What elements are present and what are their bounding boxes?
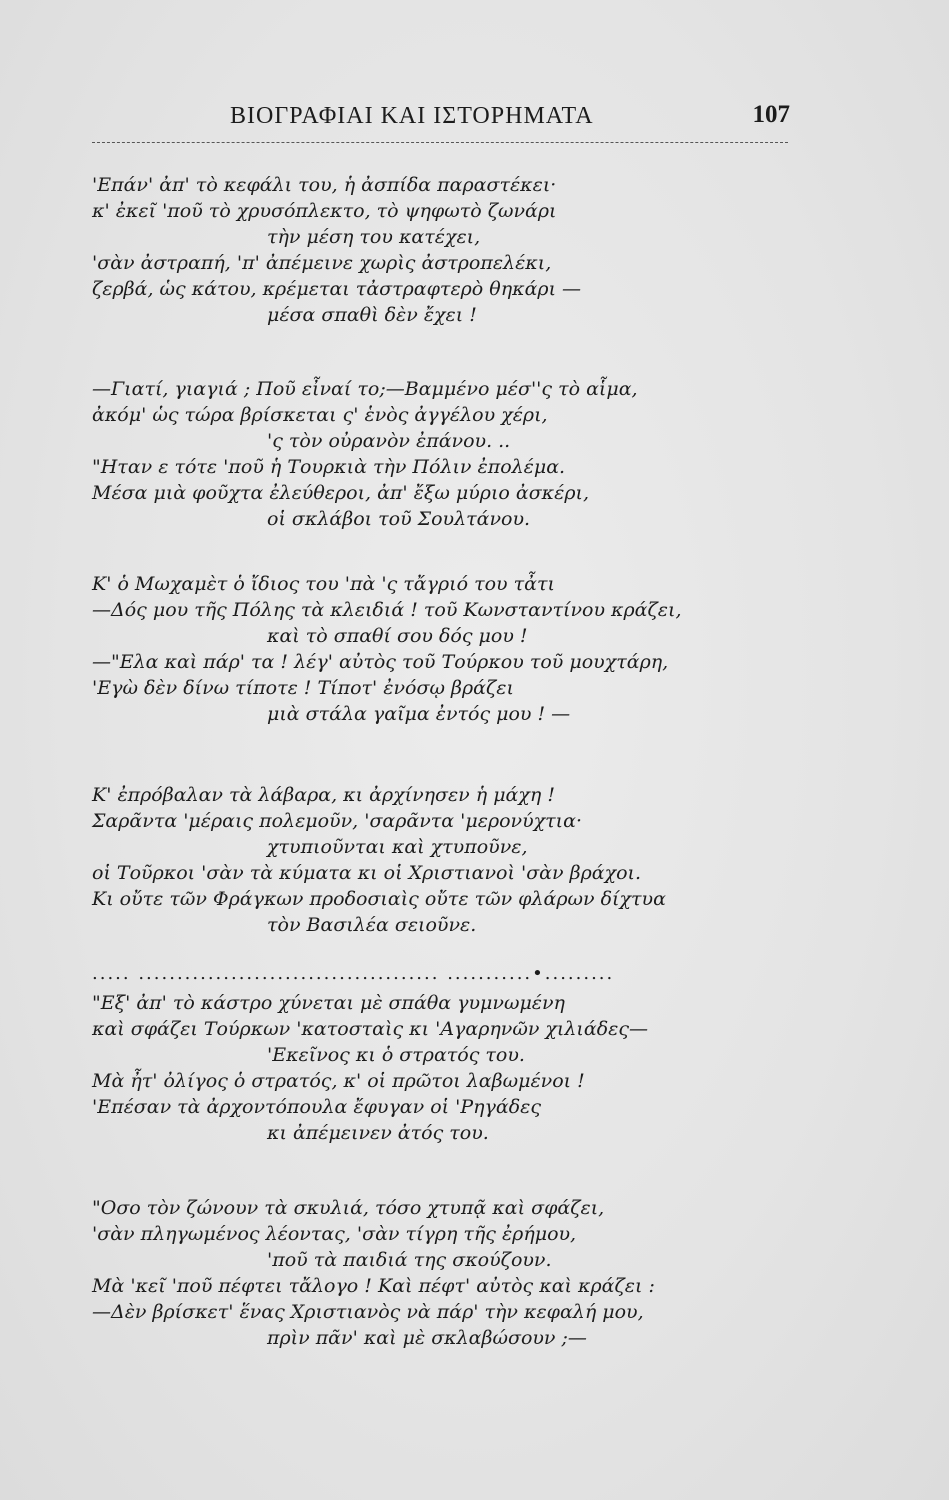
ellipsis-separator: ..... ....................................... ...........•......... [92, 963, 615, 984]
verse-line: Κ' ὁ Μωχαμὲτ ὁ ἴδιος του 'πὰ 'ς τἄγριό του τἆτι [92, 573, 555, 595]
verse-line: ζερβά, ὡς κάτου, κρέμεται τἀστραφτερὸ θηκάρι — [92, 278, 582, 300]
stanza-4 [92, 782, 792, 938]
verse-line: 'Επάν' ἀπ' τὸ κεφάλι του, ἡ ἀσπίδα παραστέκει· [92, 174, 557, 196]
verse-line: κ' ἐκεῖ 'ποῦ τὸ χρυσόπλεκτο, τὸ ψηφωτὸ ζωνάρι [92, 200, 557, 222]
stanza-5 [92, 990, 792, 1146]
header-rule [92, 142, 788, 143]
verse-line: Κ' ἐπρόβαλαν τὰ λάβαρα, κι ἀρχίνησεν ἡ μάχη ! [92, 784, 555, 806]
stanza-3 [92, 571, 792, 727]
verse-line: "Ηταν ε τότε 'ποῦ ἡ Τουρκιὰ τὴν Πόλιν ἐπολέμα. [92, 456, 566, 478]
verse-line: 'σὰν ἀστραπή, 'π' ἀπέμεινε χωρὶς ἀστροπελέκι, [92, 252, 552, 274]
verse-line-indented: μιὰ στάλα γαῖμα ἐντός μου ! — [267, 703, 571, 725]
verse-line: ἀκόμ' ὡς τώρα βρίσκεται ς' ἑνὸς ἀγγέλου χέρι, [92, 404, 548, 426]
verse-line: —Δός μου τῆς Πόλης τὰ κλειδιά ! τοῦ Κωνσταντίνου κράζει, [92, 599, 682, 621]
verse-line-indented: μέσα σπαθὶ δὲν ἔχει ! [267, 304, 477, 326]
verse-line: —Γιατί, γιαγιά ; Ποῦ εἶναί το;—Βαμμένο μέσ''ς τὸ αἷμα, [92, 378, 638, 400]
verse-line-indented: 'Εκεῖνος κι ὁ στρατός του. [267, 1044, 525, 1066]
running-header [230, 103, 790, 139]
page-number: 107 [752, 101, 790, 128]
verse-line-indented: καὶ τὸ σπαθί σου δός μου ! [267, 625, 528, 647]
stanza-1 [92, 172, 792, 328]
verse-line: Μὰ 'κεῖ 'ποῦ πέφτει τἄλογο ! Καὶ πέφτ' αὐτὸς καὶ κράζει : [92, 1275, 655, 1297]
verse-line: —"Ελα καὶ πάρ' τα ! λέγ' αὐτὸς τοῦ Τούρκου τοῦ μουχτάρη, [92, 651, 669, 673]
verse-line: "Οσο τὸν ζώνουν τὰ σκυλιά, τόσο χτυπᾷ καὶ σφάζει, [92, 1197, 605, 1219]
verse-line: Κι οὔτε τῶν Φράγκων προδοσιαὶς οὔτε τῶν φλάρων δίχτυα [92, 888, 666, 910]
verse-line-indented: τὸν Βασιλέα σειοῦνε. [267, 914, 477, 936]
verse-line-indented: κι ἀπέμεινεν ἀτός του. [267, 1122, 489, 1144]
verse-line: καὶ σφάζει Τούρκων 'κατοσταὶς κι 'Αγαρηνῶν χιλιάδες— [92, 1018, 648, 1040]
verse-line: 'σὰν πληγωμένος λέοντας, 'σὰν τίγρη τῆς ἐρήμου, [92, 1223, 577, 1245]
verse-line: 'Εγὼ δὲν δίνω τίποτε ! Τίποτ' ἐνόσῳ βράζει [92, 677, 514, 699]
verse-line-indented: χτυπιοῦνται καὶ χτυποῦνε, [267, 836, 528, 858]
verse-line-indented: τὴν μέση του κατέχει, [267, 226, 481, 248]
verse-line: "Εξ' ἀπ' τὸ κάστρο χύνεται μὲ σπάθα γυμνωμένη [92, 992, 565, 1014]
verse-line-indented: 'ς τὸν οὐρανὸν ἐπάνου. .. [267, 430, 511, 452]
stanza-2 [92, 376, 792, 532]
verse-line: Μέσα μιὰ φοῦχτα ἐλεύθεροι, ἀπ' ἔξω μύριο ἀσκέρι, [92, 482, 589, 504]
verse-line-indented: πρὶν πᾶν' καὶ μὲ σκλαβώσουν ;— [267, 1327, 587, 1349]
stanza-6 [92, 1195, 792, 1351]
verse-line: οἱ Τοῦρκοι 'σὰν τὰ κύματα κι οἱ Χριστιανοὶ 'σὰν βράχοι. [92, 862, 642, 884]
verse-line: —Δὲν βρίσκετ' ἕνας Χριστιανὸς νὰ πάρ' τὴν κεφαλή μου, [92, 1301, 644, 1323]
verse-line-indented: 'ποῦ τὰ παιδιά της σκούζουν. [267, 1249, 552, 1271]
verse-line: 'Επέσαν τὰ ἀρχοντόπουλα ἔφυγαν οἱ 'Ρηγάδες [92, 1096, 541, 1118]
verse-line: Μὰ ἦτ' ὀλίγος ὁ στρατός, κ' οἱ πρῶτοι λαβωμένοι ! [92, 1070, 585, 1092]
header-title: ΒΙΟΓΡΑΦΙΑΙ ΚΑΙ ΙΣΤΟΡΗΜΑΤΑ [230, 103, 594, 129]
verse-line: Σαρᾶντα 'μέραις πολεμοῦν, 'σαρᾶντα 'μερονύχτια· [92, 810, 583, 832]
verse-line-indented: οἱ σκλάβοι τοῦ Σουλτάνου. [267, 508, 531, 530]
